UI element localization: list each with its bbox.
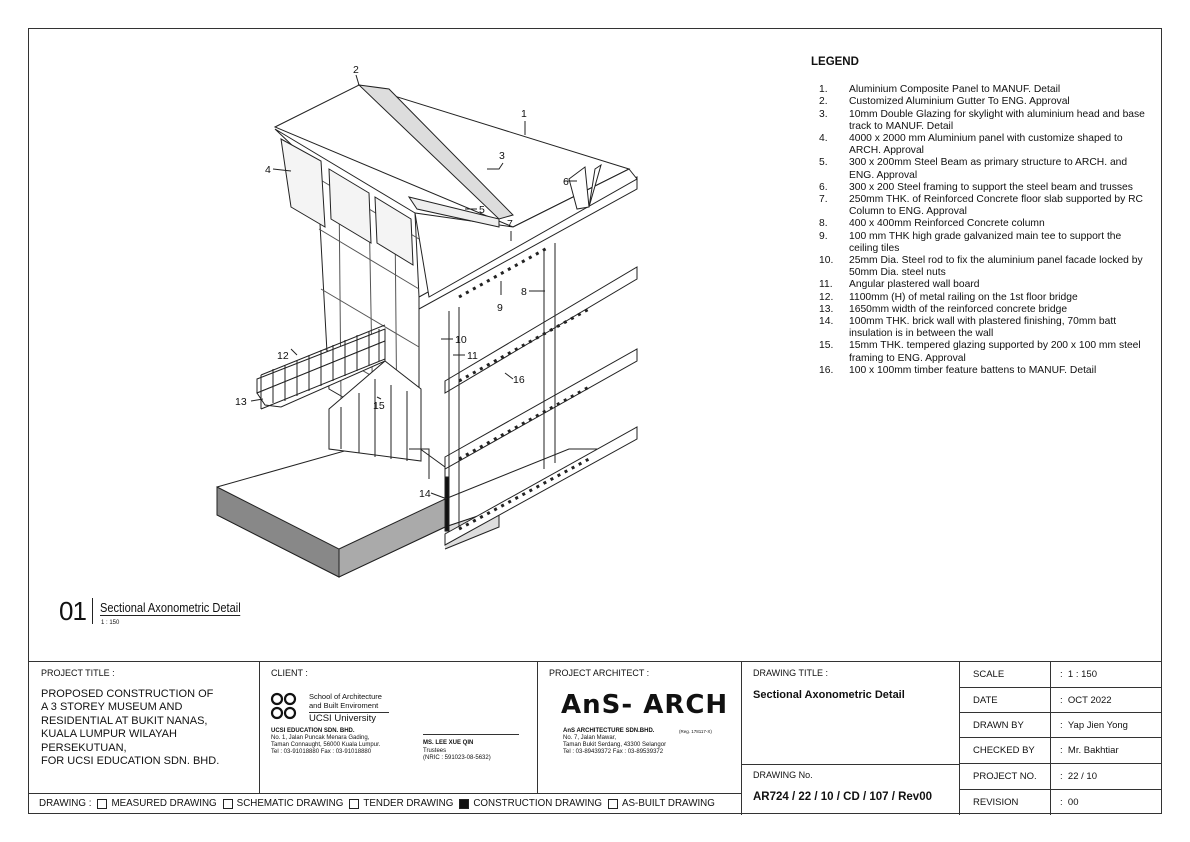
tender-drawing-checkbox[interactable] bbox=[349, 799, 359, 809]
ucsi-logo-icon bbox=[270, 692, 298, 722]
as-built-drawing-label: AS-BUILT DRAWING bbox=[621, 798, 715, 809]
drawn-by-label: DRAWN BY bbox=[973, 720, 1024, 731]
date-label: DATE bbox=[973, 695, 998, 706]
drawing-title-label: DRAWING TITLE : bbox=[753, 668, 829, 678]
legend-item: 12. 1100mm (H) of metal railing on the 1st floor bridge bbox=[819, 291, 1078, 303]
callout-11: 11 bbox=[467, 350, 478, 362]
client-school: School of Architecture and Built Enviroment bbox=[309, 692, 382, 710]
checked-by-label: CHECKED BY bbox=[973, 745, 1035, 756]
project-title-label: PROJECT TITLE : bbox=[41, 668, 115, 678]
construction-drawing-label: CONSTRUCTION DRAWING bbox=[473, 798, 602, 809]
legend-item: 3. 10mm Double Glazing for skylight with aluminium head and base track to MANUF. Detail bbox=[819, 108, 1145, 132]
legend-item: 8. 400 x 400mm Reinforced Concrete column bbox=[819, 218, 1045, 230]
drawing-type-label: DRAWING : bbox=[39, 798, 92, 809]
legend-item: 10. 25mm Dia. Steel rod to fix the aluminium panel facade locked by 50mm Dia. steel nuts bbox=[819, 255, 1143, 279]
legend-item: 5. 300 x 200mm Steel Beam as primary structure to ARCH. and ENG. Approval bbox=[819, 157, 1128, 181]
construction-drawing-checkbox[interactable] bbox=[459, 799, 469, 809]
trustee-role: Trustees (NRIC : 591023-08-5632) bbox=[423, 748, 491, 761]
drawing-no: AR724 / 22 / 10 / CD / 107 / Rev00 bbox=[753, 791, 932, 803]
legend-title: LEGEND bbox=[811, 56, 859, 68]
legend bbox=[811, 56, 1151, 377]
callout-5: 5 bbox=[479, 204, 485, 216]
callout-10: 10 bbox=[455, 334, 467, 346]
measured-drawing-label: MEASURED DRAWING bbox=[111, 798, 217, 809]
callout-4: 4 bbox=[265, 164, 271, 176]
client-label: CLIENT : bbox=[271, 668, 308, 678]
legend-item: 16. 100 x 100mm timber feature battens to MANUF. Detail bbox=[819, 364, 1097, 376]
date-value: : OCT 2022 bbox=[1060, 695, 1112, 706]
drawing-no-cell bbox=[741, 764, 959, 815]
callout-6: 6 bbox=[563, 176, 569, 188]
architect-cell bbox=[537, 662, 741, 793]
legend-item: 1. Aluminium Composite Panel to MANUF. Detail bbox=[819, 84, 1061, 96]
drawing-type-row bbox=[39, 798, 715, 809]
legend-item: 9. 100 mm THK high grade galvanized main tee to support the ceiling tiles bbox=[819, 230, 1122, 254]
axonometric-drawing bbox=[29, 29, 789, 629]
as-built-drawing-checkbox[interactable] bbox=[608, 799, 618, 809]
caption-number: 01 bbox=[59, 596, 86, 626]
legend-list bbox=[811, 84, 1151, 377]
callout-8: 8 bbox=[521, 286, 527, 298]
callout-15: 15 bbox=[373, 400, 385, 412]
project-title: PROPOSED CONSTRUCTION OF A 3 STOREY MUSEUM AND RESIDENTIAL AT BUKIT NANAS, KUALA LUMPUR WILAYAH PERSEKUTUAN, FOR UCSI EDUCATION SDN. BHD. bbox=[41, 688, 220, 768]
client-university: UCSI University bbox=[309, 712, 389, 724]
callout-2: 2 bbox=[353, 64, 359, 76]
architect-reg: (Reg. 178117-X) bbox=[679, 729, 712, 734]
client-cell bbox=[259, 662, 537, 793]
client-address: No. 1, Jalan Puncak Menara Gading, Taman Connaught, 56000 Kuala Lumpur. Tel : 03-91018880 Fax : 03-91018880 bbox=[271, 735, 381, 755]
revision-label: REVISION bbox=[973, 797, 1019, 808]
drawn-by-value: : Yap Jien Yong bbox=[1060, 720, 1128, 731]
legend-item: 6. 300 x 200 Steel framing to support the steel beam and trusses bbox=[819, 181, 1133, 193]
tender-drawing-label: TENDER DRAWING bbox=[363, 798, 454, 809]
title-block bbox=[29, 661, 1161, 815]
legend-item: 4. 4000 x 2000 mm Aluminium panel with customize shaped to ARCH. Approval bbox=[819, 133, 1123, 157]
legend-item: 15. 15mm THK. tempered glazing supported by 200 x 100 mm steel framing to ENG. Approval bbox=[819, 340, 1141, 364]
trustee-name: MS. LEE XUE QIN bbox=[423, 740, 474, 746]
caption-divider bbox=[92, 598, 93, 624]
caption-title: Sectional Axonometric Detail bbox=[100, 600, 241, 615]
legend-item: 14. 100mm THK. brick wall with plastered finishing, 70mm batt insulation is in between the wall bbox=[819, 316, 1117, 340]
checked-by-value: : Mr. Bakhtiar bbox=[1060, 745, 1119, 756]
callout-3: 3 bbox=[499, 150, 505, 162]
drawing-title-cell bbox=[741, 662, 959, 764]
measured-drawing-checkbox[interactable] bbox=[97, 799, 107, 809]
scale-label: SCALE bbox=[973, 669, 1005, 680]
architect-company: AnS ARCHITECTURE SDN.BHD. bbox=[563, 728, 655, 734]
drawing-no-label: DRAWING No. bbox=[753, 770, 813, 780]
scale-value: : 1 : 150 bbox=[1060, 669, 1097, 680]
architect-label: PROJECT ARCHITECT : bbox=[549, 668, 650, 678]
drawing-title: Sectional Axonometric Detail bbox=[753, 689, 905, 701]
schematic-drawing-checkbox[interactable] bbox=[223, 799, 233, 809]
architect-address: No. 7, Jalan Mawar, Taman Bukit Serdang, 43300 Selangor Tel : 03-89439372 Fax : 03-89539372 bbox=[563, 735, 667, 755]
schematic-drawing-label: SCHEMATIC DRAWING bbox=[236, 798, 344, 809]
architect-logo: AnS- ARCH bbox=[561, 690, 729, 720]
client-company: UCSI EDUCATION SDN. BHD. bbox=[271, 728, 355, 734]
project-title-cell bbox=[29, 662, 259, 793]
callout-14: 14 bbox=[419, 488, 431, 500]
callout-13: 13 bbox=[235, 396, 247, 408]
callout-12: 12 bbox=[277, 350, 289, 362]
drawing-sheet bbox=[28, 28, 1162, 814]
callout-16: 16 bbox=[513, 374, 525, 386]
callout-1: 1 bbox=[521, 108, 527, 120]
caption-scale: 1 : 150 bbox=[101, 620, 120, 626]
legend-item: 2. Customized Aluminium Gutter To ENG. Approval bbox=[819, 96, 1070, 108]
callout-9: 9 bbox=[497, 302, 503, 314]
legend-item: 11. Angular plastered wall board bbox=[819, 279, 980, 291]
legend-item: 7. 250mm THK. of Reinforced Concrete floor slab supported by RC Column to ENG. Approval bbox=[819, 194, 1143, 218]
legend-item: 13. 1650mm width of the reinforced concrete bridge bbox=[819, 303, 1068, 315]
revision-value: : 00 bbox=[1060, 797, 1079, 808]
project-no-label: PROJECT NO. bbox=[973, 771, 1037, 782]
callout-7: 7 bbox=[507, 218, 513, 230]
project-no-value: : 22 / 10 bbox=[1060, 771, 1097, 782]
